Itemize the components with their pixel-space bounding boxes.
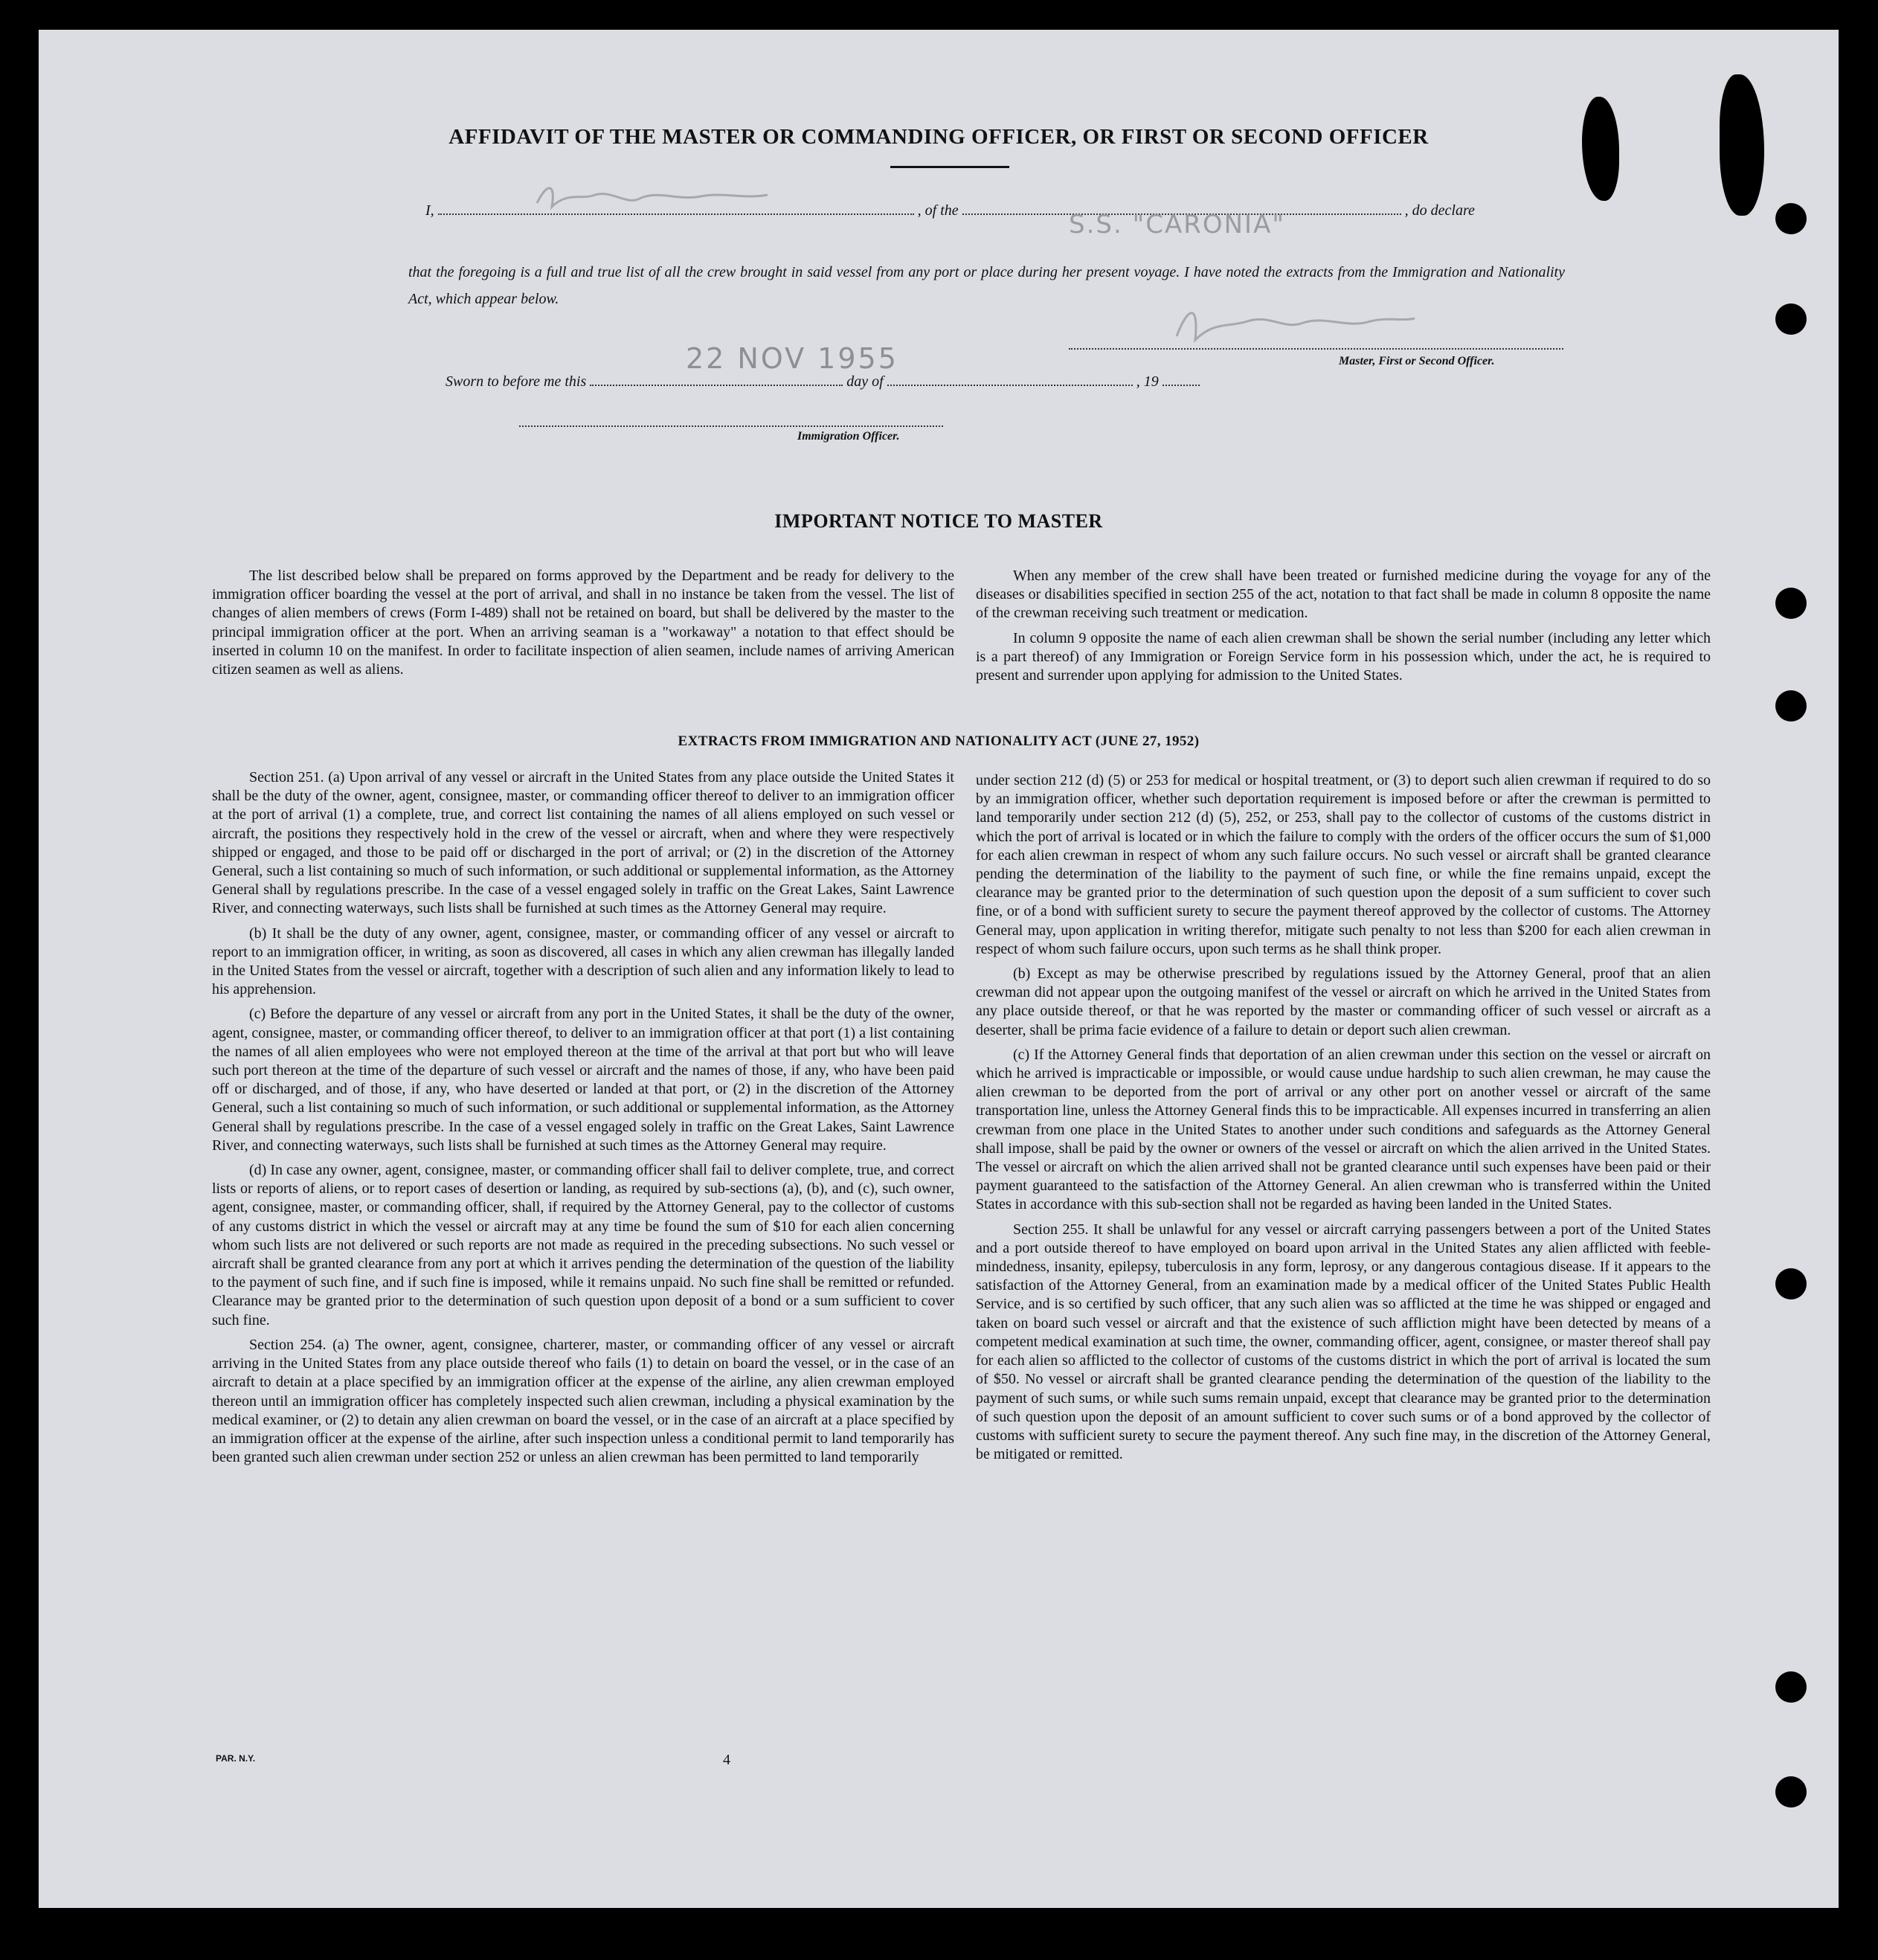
master-signature <box>1165 299 1418 344</box>
vessel-name-handwritten: S.S. "CARONIA" <box>1069 210 1285 240</box>
declaration-of: , of the <box>917 202 959 219</box>
declaration-prefix: I, <box>425 202 434 219</box>
declaration-body: that the foregoing is a full and true list of all the crew brought in said vessel from any port or place during her present voyage. I have noted the extracts from the Immigration and Nationality Act, which appear below. <box>408 264 1565 307</box>
punch-hole <box>1775 690 1807 722</box>
punch-hole <box>1775 203 1807 234</box>
punch-hole <box>1775 303 1807 335</box>
officer-caption: Immigration Officer. <box>797 430 900 443</box>
sworn-prefix: Sworn to before me this <box>446 373 587 390</box>
section-251b: (b) It shall be the duty of any owner, agent, consignee, master, or commanding officer of any vessel or aircraft to report to an immigration officer, in writing, as soon as discovered, all cases in which any alien crewman has illegally landed in the United States from the vessel or aircraft, together with a description of such alien and any information likely to lead to his apprehension. <box>212 925 954 998</box>
punch-hole <box>1775 1671 1807 1703</box>
section-255: Section 255. It shall be unlawful for any vessel or aircraft carrying passengers between a port of the United States and a port outside thereof to have employed on board upon arrival in the United States any alien afflicted with feeble-mindedness, insanity, epilepsy, tuberculosis in any form, leprosy, or any dangerous contagious disease. If it appears to the satisfaction of the Attorney General, from an examination made by a medical officer of the United States Public Health Service, and is so certified by such officer, that any such alien was so afflicted at the time he was shipped or engaged and taken on board such vessel or aircraft and that the existence of such affliction might have been detected by means of a competent medical examination at such time, the owner, commanding officer, agent, consignee, or master thereof shall pay for each alien so afflicted to the collector of customs of the customs district in which the port of arrival is located the sum of $50. No vessel or aircraft shall be granted clearance pending the determination of the question of the liability to the payment of such sums, or while such sums remain unpaid, except that clearance may be granted prior to the determination of such question upon the deposit of an amount sufficient to cover such sums or of a bond approved by the collector of customs with sufficient surety to secure the payment thereof. Any such fine may, in the discretion of the Attorney General, be mitigated or remitted. <box>976 1221 1711 1463</box>
punch-hole <box>1775 1776 1807 1808</box>
section-254c: (c) If the Attorney General finds that deportation of an alien crewman under this section on the vessel or aircraft on which he arrived is impracticable or impossible, or would cause undue hardship to such alien crewman, he may cause the alien crewman to be deported from the port of arrival or any other port on another vessel or aircraft of the same transportation line, unless the Attorney General finds this to be impracticable. All expenses incurred in transferring an alien crewman from one place in the United States to another under such conditions and safeguards as the Attorney General shall impose, shall be paid by the owner or owners of the vessel or aircraft on which the alien arrived in the United States. The vessel or aircraft on which the alien arrived shall not be granted clearance until such expenses have been paid or their payment guaranteed to the satisfaction of the Attorney General. An alien crewman who is transferred within the United States in accordance with this sub-section shall not be regarded as having been landed in the United States. <box>976 1046 1711 1213</box>
declaration-suffix: , do declare <box>1404 202 1475 219</box>
notice-paragraph: In column 9 opposite the name of each alien crewman shall be shown the serial number (including any letter which is a part thereof) of any Immigration or Foreign Service form in his possession which, under the act, he is required to present and surrender upon applying for admission to the United States. <box>976 629 1711 684</box>
extracts-left-column <box>212 768 954 1473</box>
printer-mark: PAR. N.Y. <box>216 1753 256 1764</box>
page-number: 4 <box>723 1752 730 1768</box>
punch-hole <box>1775 588 1807 619</box>
sworn-month-field[interactable] <box>887 384 1133 386</box>
sworn-day-of: day of <box>846 373 884 390</box>
master-caption: Master, First or Second Officer. <box>1339 355 1495 367</box>
sworn-year: , 19 <box>1136 373 1159 390</box>
master-signature-line[interactable] <box>1069 348 1563 350</box>
punch-hole <box>1775 1268 1807 1299</box>
extracts-title: EXTRACTS FROM IMMIGRATION AND NATIONALITY ACT (JUNE 27, 1952) <box>678 733 1200 749</box>
section-251c: (c) Before the departure of any vessel or aircraft from any port in the United States, it shall be the duty of the owner, agent, consignee, master, or commanding officer thereof, to deliver to an immigration officer at that port (1) a list containing the names of all alien employees who were not employed thereon at the time of the arrival at that port but who will leave such port thereon at the time of the departure of such vessel or aircraft and the names of those, if any, who have been paid off or discharged, and of those, if any, who have deserted or landed at that port, or (2) in the discretion of the Attorney General, such a list containing so much of such information, or such additional or supplemental information, as the Attorney General shall by regulations prescribe. In the case of a vessel engaged solely in traffic on the Great Lakes, Saint Lawrence River, and connecting waterways, such lists shall be furnished at such times as the Attorney General may require. <box>212 1006 954 1154</box>
extracts-right-column <box>976 771 1711 1470</box>
section-251d: (d) In case any owner, agent, consignee, master, or commanding officer shall fail to deliver complete, true, and correct lists or reports of aliens, or to report cases of desertion or landing, as required by sub-sections (a), (b), and (c), such owner, agent, consignee, master, or commanding officer, shall, if required by the Attorney General, pay to the collector of customs of any customs district in which the vessel or aircraft may at any time be found the sum of $10 for each alien concerning whom such lists are not delivered or such reports are not made as required in the preceding subsections. No such vessel or aircraft shall be granted clearance from any port at which it arrives pending the determination of the question of the liability to the payment of such fine, and if such fine is imposed, while it remains unpaid. No such fine shall be remitted or refunded. Clearance may be granted prior to the determination of such question upon deposit of a bond or a sum sufficient to cover such fine. <box>212 1162 954 1328</box>
sworn-line <box>446 373 1200 391</box>
handwritten-name-signature <box>522 177 812 214</box>
officer-signature-line[interactable] <box>519 425 943 427</box>
notice-paragraph: The list described below shall be prepared on forms approved by the Department and be ready for delivery to the immigration officer boarding the vessel at the port of arrival, and shall in no instance be taken from the vessel. The list of changes of alien members of crews (Form I-489) shall not be retained on board, but shall be delivered by the master to the principal immigration officer at the port. When an arriving seaman is a "workaway" a notation to that effect should be inserted in column 10 on the manifest. In order to facilitate inspection of alien seamen, include names of arriving American citizen seamen as well as aliens. <box>212 568 954 678</box>
date-stamp: 22 NOV 1955 <box>686 342 898 375</box>
section-254a: Section 254. (a) The owner, agent, consignee, charterer, master, or commanding officer of any vessel or aircraft arriving in the United States from any place outside thereof who fails (1) to detain on board the vessel, or in the case of an aircraft to detain at a place specified by an immigration officer at the expense of the airline, any alien crewman employed thereon until an immigration officer has completely inspected such alien crewman, including a physical examination by the medical examiner, or (2) to detain any alien crewman on board the vessel, or in the case of an aircraft at a place specified by an immigration officer at the expense of the airline, after such inspection unless a conditional permit to land temporarily has been granted such alien crewman under section 252 or unless an alien crewman has been permitted to land temporarily <box>212 1336 954 1466</box>
notice-left-column <box>212 567 954 685</box>
notice-paragraph: When any member of the crew shall have been treated or furnished medicine during the voyage for any of the diseases or disabilities specified in section 255 of the act, notation to that fact shall be made in column 8 opposite the name of the crewman receiving such treatment or medication. <box>976 568 1711 622</box>
title-divider <box>890 166 1009 168</box>
sworn-date-field[interactable] <box>590 384 843 386</box>
section-254b: (b) Except as may be otherwise prescribed by regulations issued by the Attorney General, proof that an alien crewman did not appear upon the outgoing manifest of the vessel or aircraft on which he arrived in the United States from any place outside thereof, or that he was reported by the master or commanding officer of such vessel or aircraft as a deserter, shall be prima facie evidence of a failure to detain or deport such alien crewman. <box>976 965 1711 1038</box>
affidavit-title: AFFIDAVIT OF THE MASTER OR COMMANDING OFFICER, OR FIRST OR SECOND OFFICER <box>448 125 1429 149</box>
notice-right-column <box>976 567 1711 691</box>
document-page <box>39 30 1839 1908</box>
notice-title: IMPORTANT NOTICE TO MASTER <box>774 510 1103 532</box>
section-254a-continued: under section 212 (d) (5) or 253 for medical or hospital treatment, or (3) to deport such alien crewman if required to do so by an immigration officer, whether such deportation requirement is imposed before or after the crewman is permitted to land temporarily under section 212 (d) (5), 252, or 253, shall pay to the collector of customs of the customs district in which the port of arrival is located or in which the failure to comply with the orders of the officer occurs the sum of $1,000 for each alien crewman in respect of whom any such failure occurs. No such vessel or aircraft shall be granted clearance pending the determination of the liability to the payment of such fine, or while the fine remains unpaid, except the clearance may be granted prior to the determination of such question upon the deposit of a sum sufficient to cover such fine, or of a bond with sufficient surety to secure the payment thereof approved by the collector of customs. The Attorney General may, upon application in writing therefor, mitigate such penalty to not less than $200 for each alien crewman in respect of whom such failure occurs, upon such terms as he shall think proper. <box>976 772 1711 957</box>
section-251a: Section 251. (a) Upon arrival of any vessel or aircraft in the United States from any place outside the United States it shall be the duty of the owner, agent, consignee, master, or commanding officer thereof to deliver to an immigration officer at the port of arrival (1) a complete, true, and correct list containing the names of all aliens employed on such vessel or aircraft, the positions they respectively hold in the crew of the vessel or aircraft, when and where they were respectively shipped or engaged, and those to be paid off or discharged in the port of arrival; or (2) in the discretion of the Attorney General, such a list containing so much of such information, or such additional or supplemental information, as the Attorney General shall by regulations prescribe. In the case of a vessel engaged solely in traffic on the Great Lakes, Saint Lawrence River, and connecting waterways, such lists shall be furnished at such times as the Attorney General may require. <box>212 769 954 917</box>
sworn-year-field[interactable] <box>1163 384 1200 386</box>
